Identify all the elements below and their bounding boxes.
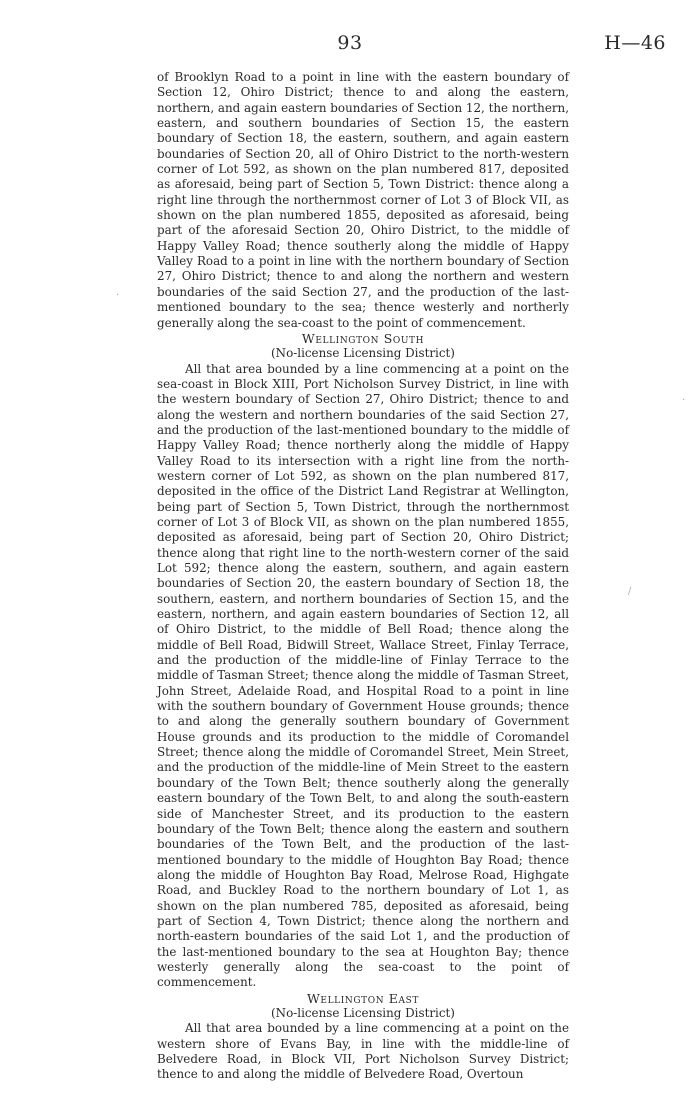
section-subtitle: (No-license Licensing District) [271, 346, 455, 361]
page-header [0, 32, 700, 62]
section-body: All that area bounded by a line commencing at a point on the sea-coast in Block XIII, Port Nicholson Survey District, in line with the western boundary of Section 27, Ohiro District; thence to and along the western and northern boundaries of the said Section 27, and the production of the last-mentioned boundary to the middle of Happy Valley Road; thence northerly along the middle of Happy Valley Road to its intersection with a right line from the north-western corner of Lot 592, as shown on the plan numbered 817, deposited in the office of the District Land Registrar at Wellington, being part of Section 5, Town District, through the northernmost corner of Lot 3 of Block VII, as shown on the plan numbered 1855, deposited as aforesaid, being part of Section 20, Ohiro District; thence along that right line to the north-western corner of the said Lot 592; thence along the eastern, southern, and again eastern boundaries of Section 20, the eastern boundary of Section 18, the southern, eastern, and northern boundaries of Section 15, and the eastern, northern, and again eastern boundaries of Section 12, all of Ohiro District, to the middle of Bell Road; thence along the middle of Bell Road, Bidwill Street, Wallace Street, Finlay Terrace, and the production of the middle-line of Finlay Terrace to the middle of Tasman Street; thence along the middle of Tasman Street, John Street, Adelaide Road, and Hospital Road to a point in line with the southern boundary of Government House grounds; thence to and along the generally southern boundary of Government House grounds and its production to the middle of Coromandel Street; thence along the middle of Coromandel Street, Mein Street, and the production of the middle-line of Mein Street to the eastern boundary of the Town Belt; thence southerly along the generally eastern boundary of the Town Belt, to and along the south-eastern side of Manchester Street, and its production to the eastern boundary of the Town Belt; thence along the eastern and southern boundaries of the Town Belt, and the production of the last-mentioned boundary to the middle of Houghton Bay Road; thence along the middle of Houghton Bay Road, Melrose Road, Highgate Road, and Buckley Road to the northern boundary of Lot 1, as shown on the plan numbered 785, deposited as aforesaid, being part of Section 4, Town District; thence along the northern and north-eastern boundaries of the said Lot 1, and the production of the last-mentioned boundary to the sea at Houghton Bay; thence westerly generally along the sea-coast to the point of commencement. [157, 361, 569, 990]
section-subtitle: (No-license Licensing District) [271, 1005, 455, 1020]
section-title: Wellington East [306, 990, 419, 1006]
margin-speck: · [682, 395, 686, 406]
section-title: Wellington South [301, 330, 425, 346]
section-body: All that area bounded by a line commencing at a point on the western shore of Evans Bay, in line with the middle-line of Belvedere Road, in Block VII, Port Nicholson Survey District; thence to and along the middle of Belvedere Road, Overtoun [157, 1021, 569, 1082]
margin-tick-mark: / [628, 586, 632, 597]
continued-paragraph: of Brooklyn Road to a point in line with the eastern boundary of Section 12, Ohiro District; thence to and along the eastern, northern, and again eastern boundaries of Section 12, the northern, eastern, and southern boundaries of Section 15, the eastern boundary of Section 18, the eastern, southern, and again eastern boundaries of Section 20, all of Ohiro District to the north-western corner of Lot 592, as shown on the plan numbered 817, deposited as aforesaid, being part of Section 5, Town District: thence along a right line through the northernmost corner of Lot 3 of Block VII, as shown on the plan numbered 1855, deposited as aforesaid, being part of the aforesaid Section 20, Ohiro District, to the middle of Happy Valley Road; thence southerly along the middle of Happy Valley Road to a point in line with the northern boundary of Section 27, Ohiro District; thence to and along the northern and western boundaries of the said Section 27, and the production of the last-mentioned boundary to the sea; thence westerly and northerly generally along the sea-coast to the point of commencement. [157, 70, 569, 330]
page-number: 93 [337, 32, 363, 54]
margin-speck: · [116, 290, 120, 301]
page-content [157, 70, 569, 1083]
section-wellington-east [157, 991, 569, 1083]
document-reference: H—46 [604, 32, 666, 54]
section-wellington-south [157, 331, 569, 991]
